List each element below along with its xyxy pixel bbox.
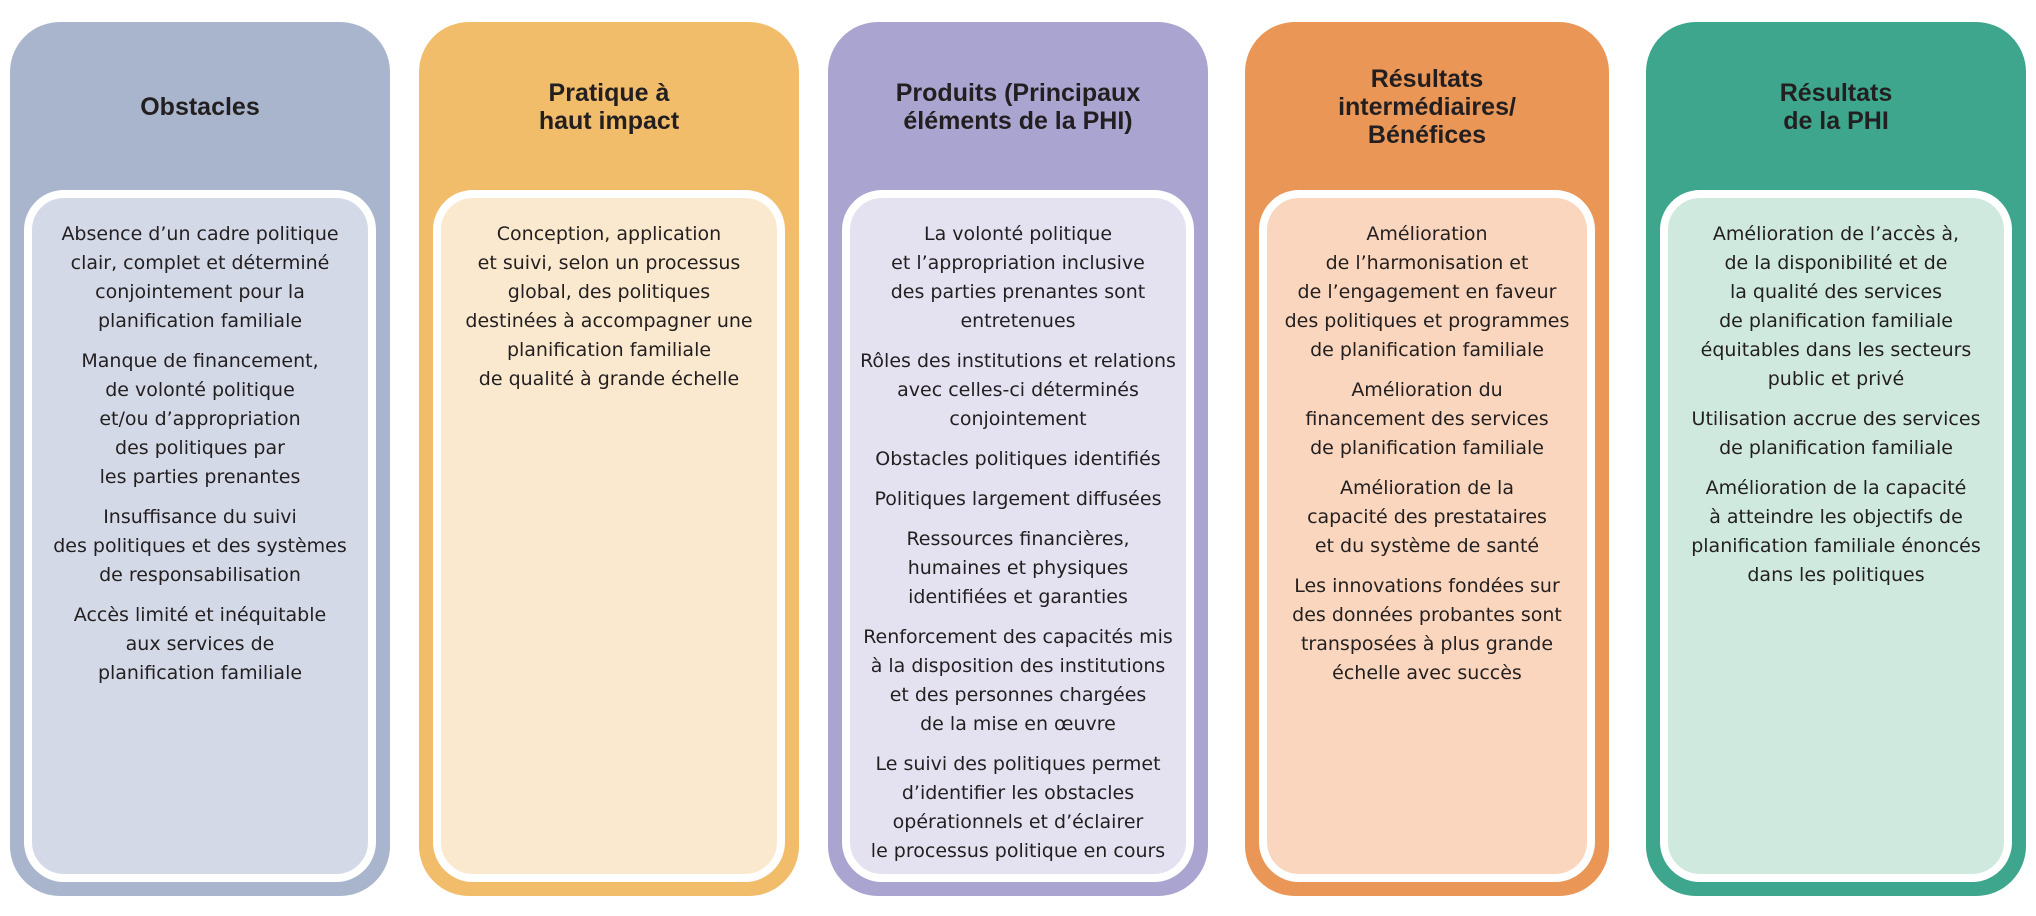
column-outputs — [828, 22, 1208, 896]
column-body — [24, 190, 376, 882]
list-item: Le suivi des politiques permet d’identifier les obstacles opérationnels et d’éclairer le processus politique en cours — [870, 753, 1166, 862]
list-item: Conception, application et suivi, selon un processus global, des politiques destinées à accompagner une planification familiale de qualité à grande échelle — [465, 223, 753, 390]
column-high-impact-practice — [419, 22, 799, 896]
list-item: Obstacles politiques identifiés — [875, 448, 1161, 470]
column-title: Pratique à haut impact — [538, 79, 680, 135]
list-item: Amélioration de l’accès à, de la disponibilité et de la qualité des services de planification familiale équitables dans les secteurs public et privé — [1700, 223, 1972, 390]
list-item: Accès limité et inéquitable aux services de planification familiale — [73, 604, 327, 684]
column-body — [1660, 190, 2012, 882]
column-body — [842, 190, 1194, 882]
column-intermediate-outcomes — [1245, 22, 1609, 896]
column-body — [1259, 190, 1595, 882]
column-obstacles — [10, 22, 390, 896]
list-item: Renforcement des capacités mis à la disposition des institutions et des personnes chargées de la mise en œuvre — [863, 626, 1173, 735]
column-title: Résultats de la PHI — [1779, 79, 1893, 135]
list-item: Amélioration de la capacité des prestataires et du système de santé — [1307, 477, 1547, 557]
column-hip-outcomes — [1646, 22, 2026, 896]
list-item: La volonté politique et l’appropriation inclusive des parties prenantes sont entretenues — [890, 223, 1146, 332]
column-title: Produits (Principaux éléments de la PHI) — [895, 79, 1141, 135]
list-item: Rôles des institutions et relations avec celles-ci déterminés conjointement — [860, 350, 1176, 430]
list-item: Manque de financement, de volonté politique et/ou d’appropriation des politiques par les parties prenantes — [81, 350, 319, 488]
list-item: Absence d’un cadre politique clair, complet et déterminé conjointement pour la planification familiale — [61, 223, 339, 332]
list-item: Utilisation accrue des services de planification familiale — [1691, 408, 1981, 459]
column-title: Résultats intermédiaires/ Bénéfices — [1338, 65, 1516, 149]
list-item: Ressources financières, humaines et physiques identifiées et garanties — [906, 528, 1130, 608]
list-item: Amélioration de l’harmonisation et de l’engagement en faveur des politiques et programmes de planification familiale — [1284, 223, 1570, 361]
list-item: Amélioration du financement des services de planification familiale — [1305, 379, 1549, 459]
list-item: Insuffisance du suivi des politiques et des systèmes de responsabilisation — [53, 506, 347, 586]
column-title: Obstacles — [140, 93, 260, 121]
list-item: Les innovations fondées sur des données probantes sont transposées à plus grande échelle avec succès — [1292, 575, 1562, 684]
list-item: Politiques largement diffusées — [874, 488, 1162, 510]
column-body — [433, 190, 785, 882]
list-item: Amélioration de la capacité à atteindre les objectifs de planification familiale énoncés dans les politiques — [1691, 477, 1981, 586]
